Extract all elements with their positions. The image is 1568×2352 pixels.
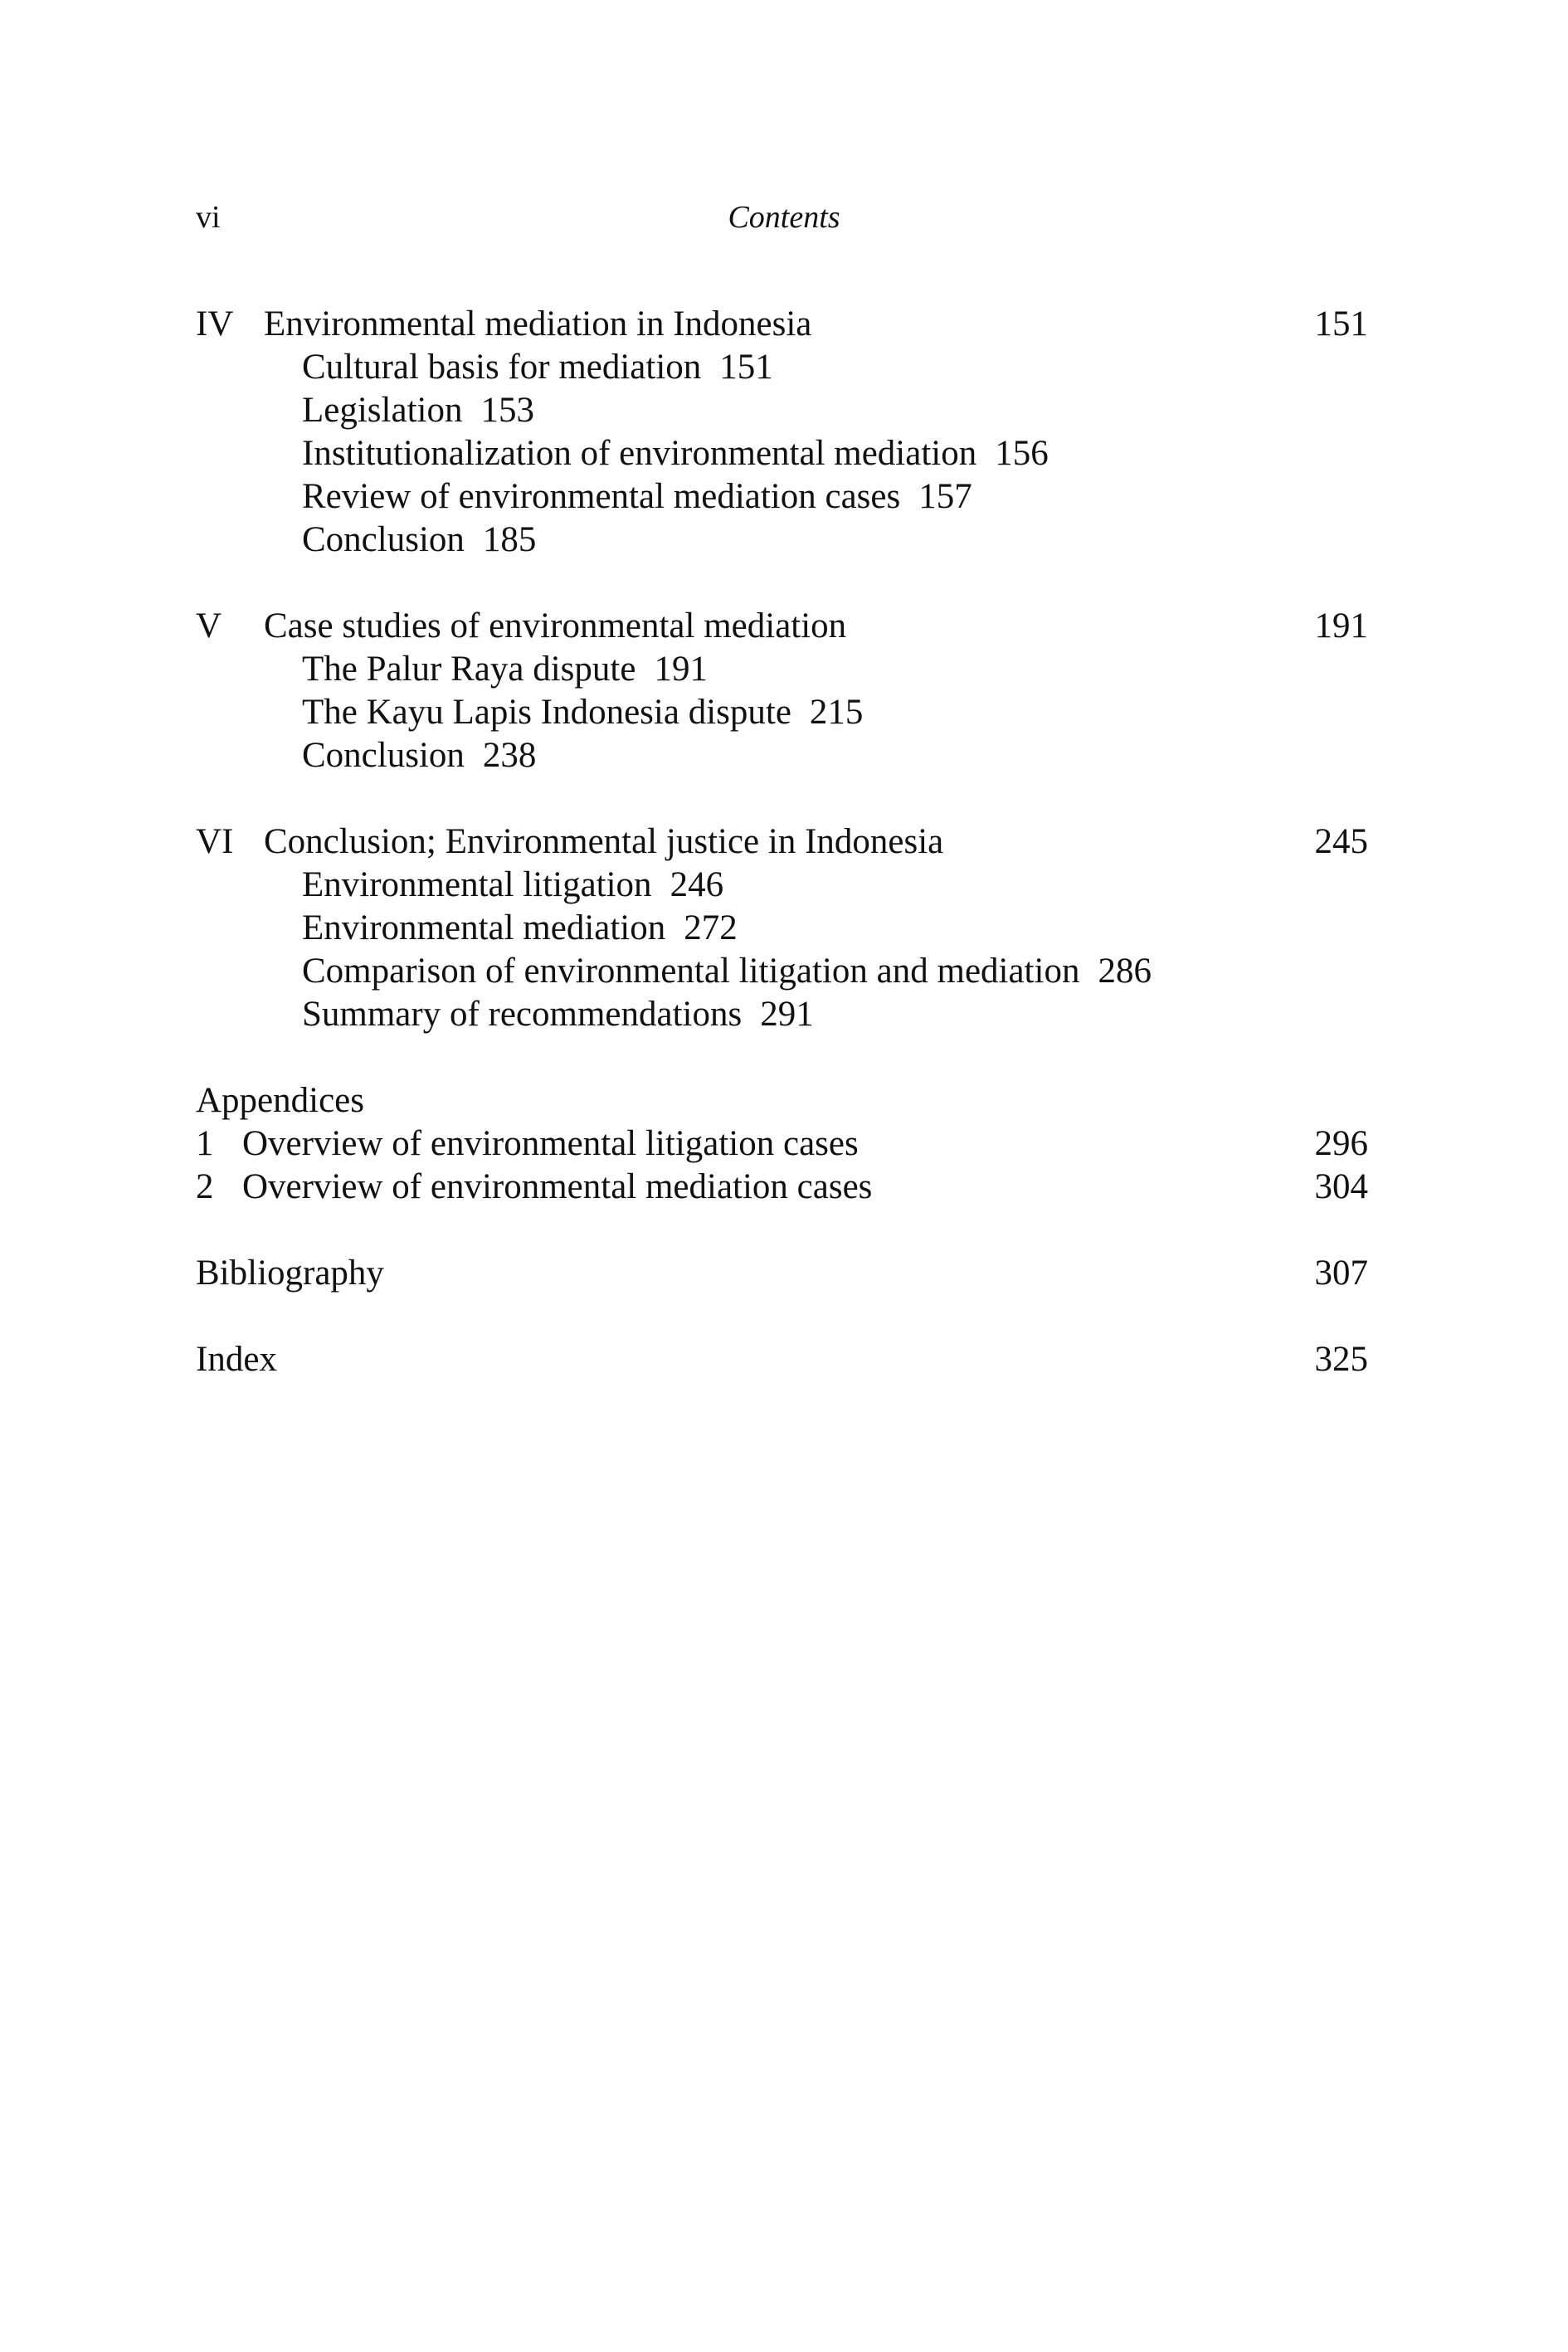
index-block	[196, 1338, 1368, 1381]
section-entry	[196, 432, 1368, 475]
chapter-number: V	[196, 606, 222, 645]
appendix-entry	[196, 1166, 1368, 1209]
section-page: 272	[684, 908, 738, 947]
section-entry	[196, 389, 1368, 432]
chapter-vi	[196, 821, 1368, 1036]
appendix-page: 304	[1314, 1167, 1368, 1206]
chapter-heading	[196, 605, 1368, 648]
section-title: Review of environmental mediation cases	[302, 477, 901, 516]
chapter-number: VI	[196, 822, 234, 861]
page-folio: vi	[196, 200, 221, 235]
appendix-title: Overview of environmental mediation cases	[242, 1167, 873, 1206]
appendix-title: Overview of environmental litigation cases	[242, 1124, 859, 1163]
section-page: 153	[480, 391, 534, 430]
chapter-heading	[196, 821, 1368, 864]
chapter-number: IV	[196, 304, 234, 343]
section-title: The Palur Raya dispute	[302, 650, 636, 689]
bibliography-entry	[196, 1252, 1368, 1295]
bibliography-title: Bibliography	[196, 1254, 384, 1293]
chapter-title: Case studies of environmental mediation	[264, 606, 847, 645]
table-of-contents	[196, 303, 1368, 1381]
section-entry	[196, 475, 1368, 519]
appendix-number: 2	[196, 1167, 214, 1206]
index-entry	[196, 1338, 1368, 1381]
section-page: 291	[760, 995, 814, 1034]
section-title: Conclusion	[302, 736, 465, 775]
section-title: Institutionalization of environmental mediation	[302, 434, 977, 473]
appendix-entry	[196, 1122, 1368, 1166]
section-entry	[196, 907, 1368, 950]
section-page: 151	[719, 348, 773, 387]
section-entry	[196, 950, 1368, 993]
chapter-title: Conclusion; Environmental justice in Indonesia	[264, 822, 944, 861]
chapter-iv	[196, 303, 1368, 562]
appendix-number: 1	[196, 1124, 214, 1163]
section-title: Environmental litigation	[302, 865, 652, 904]
section-title: Conclusion	[302, 520, 465, 559]
section-entry	[196, 346, 1368, 389]
section-title: Legislation	[302, 391, 463, 430]
section-entry	[196, 993, 1368, 1036]
section-title: Summary of recommendations	[302, 995, 743, 1034]
bibliography-block	[196, 1252, 1368, 1295]
section-page: 246	[670, 865, 724, 904]
section-page: 215	[809, 693, 864, 732]
index-title: Index	[196, 1340, 277, 1379]
chapter-title: Environmental mediation in Indonesia	[264, 304, 812, 343]
bibliography-page: 307	[1314, 1254, 1368, 1293]
section-title: The Kayu Lapis Indonesia dispute	[302, 693, 791, 732]
section-entry	[196, 519, 1368, 562]
section-entry	[196, 734, 1368, 777]
section-page: 238	[482, 736, 537, 775]
chapter-heading	[196, 303, 1368, 346]
section-page: 286	[1098, 952, 1152, 991]
chapter-page: 191	[1314, 606, 1368, 645]
section-entry	[196, 864, 1368, 907]
section-title: Cultural basis for mediation	[302, 348, 702, 387]
appendix-page: 296	[1314, 1124, 1368, 1163]
section-entry	[196, 691, 1368, 734]
index-page: 325	[1314, 1340, 1368, 1379]
appendices-block	[196, 1079, 1368, 1209]
section-page: 191	[654, 650, 708, 689]
section-page: 157	[918, 477, 972, 516]
chapter-page: 245	[1314, 822, 1368, 861]
section-title: Comparison of environmental litigation and mediation	[302, 952, 1080, 991]
section-page: 185	[482, 520, 537, 559]
section-page: 156	[995, 434, 1049, 473]
running-head	[0, 199, 1568, 241]
section-title: Environmental mediation	[302, 908, 666, 947]
running-head-title: Contents	[728, 200, 840, 235]
section-entry	[196, 648, 1368, 691]
appendices-heading: Appendices	[196, 1081, 364, 1120]
chapter-page: 151	[1314, 304, 1368, 343]
chapter-v	[196, 605, 1368, 777]
